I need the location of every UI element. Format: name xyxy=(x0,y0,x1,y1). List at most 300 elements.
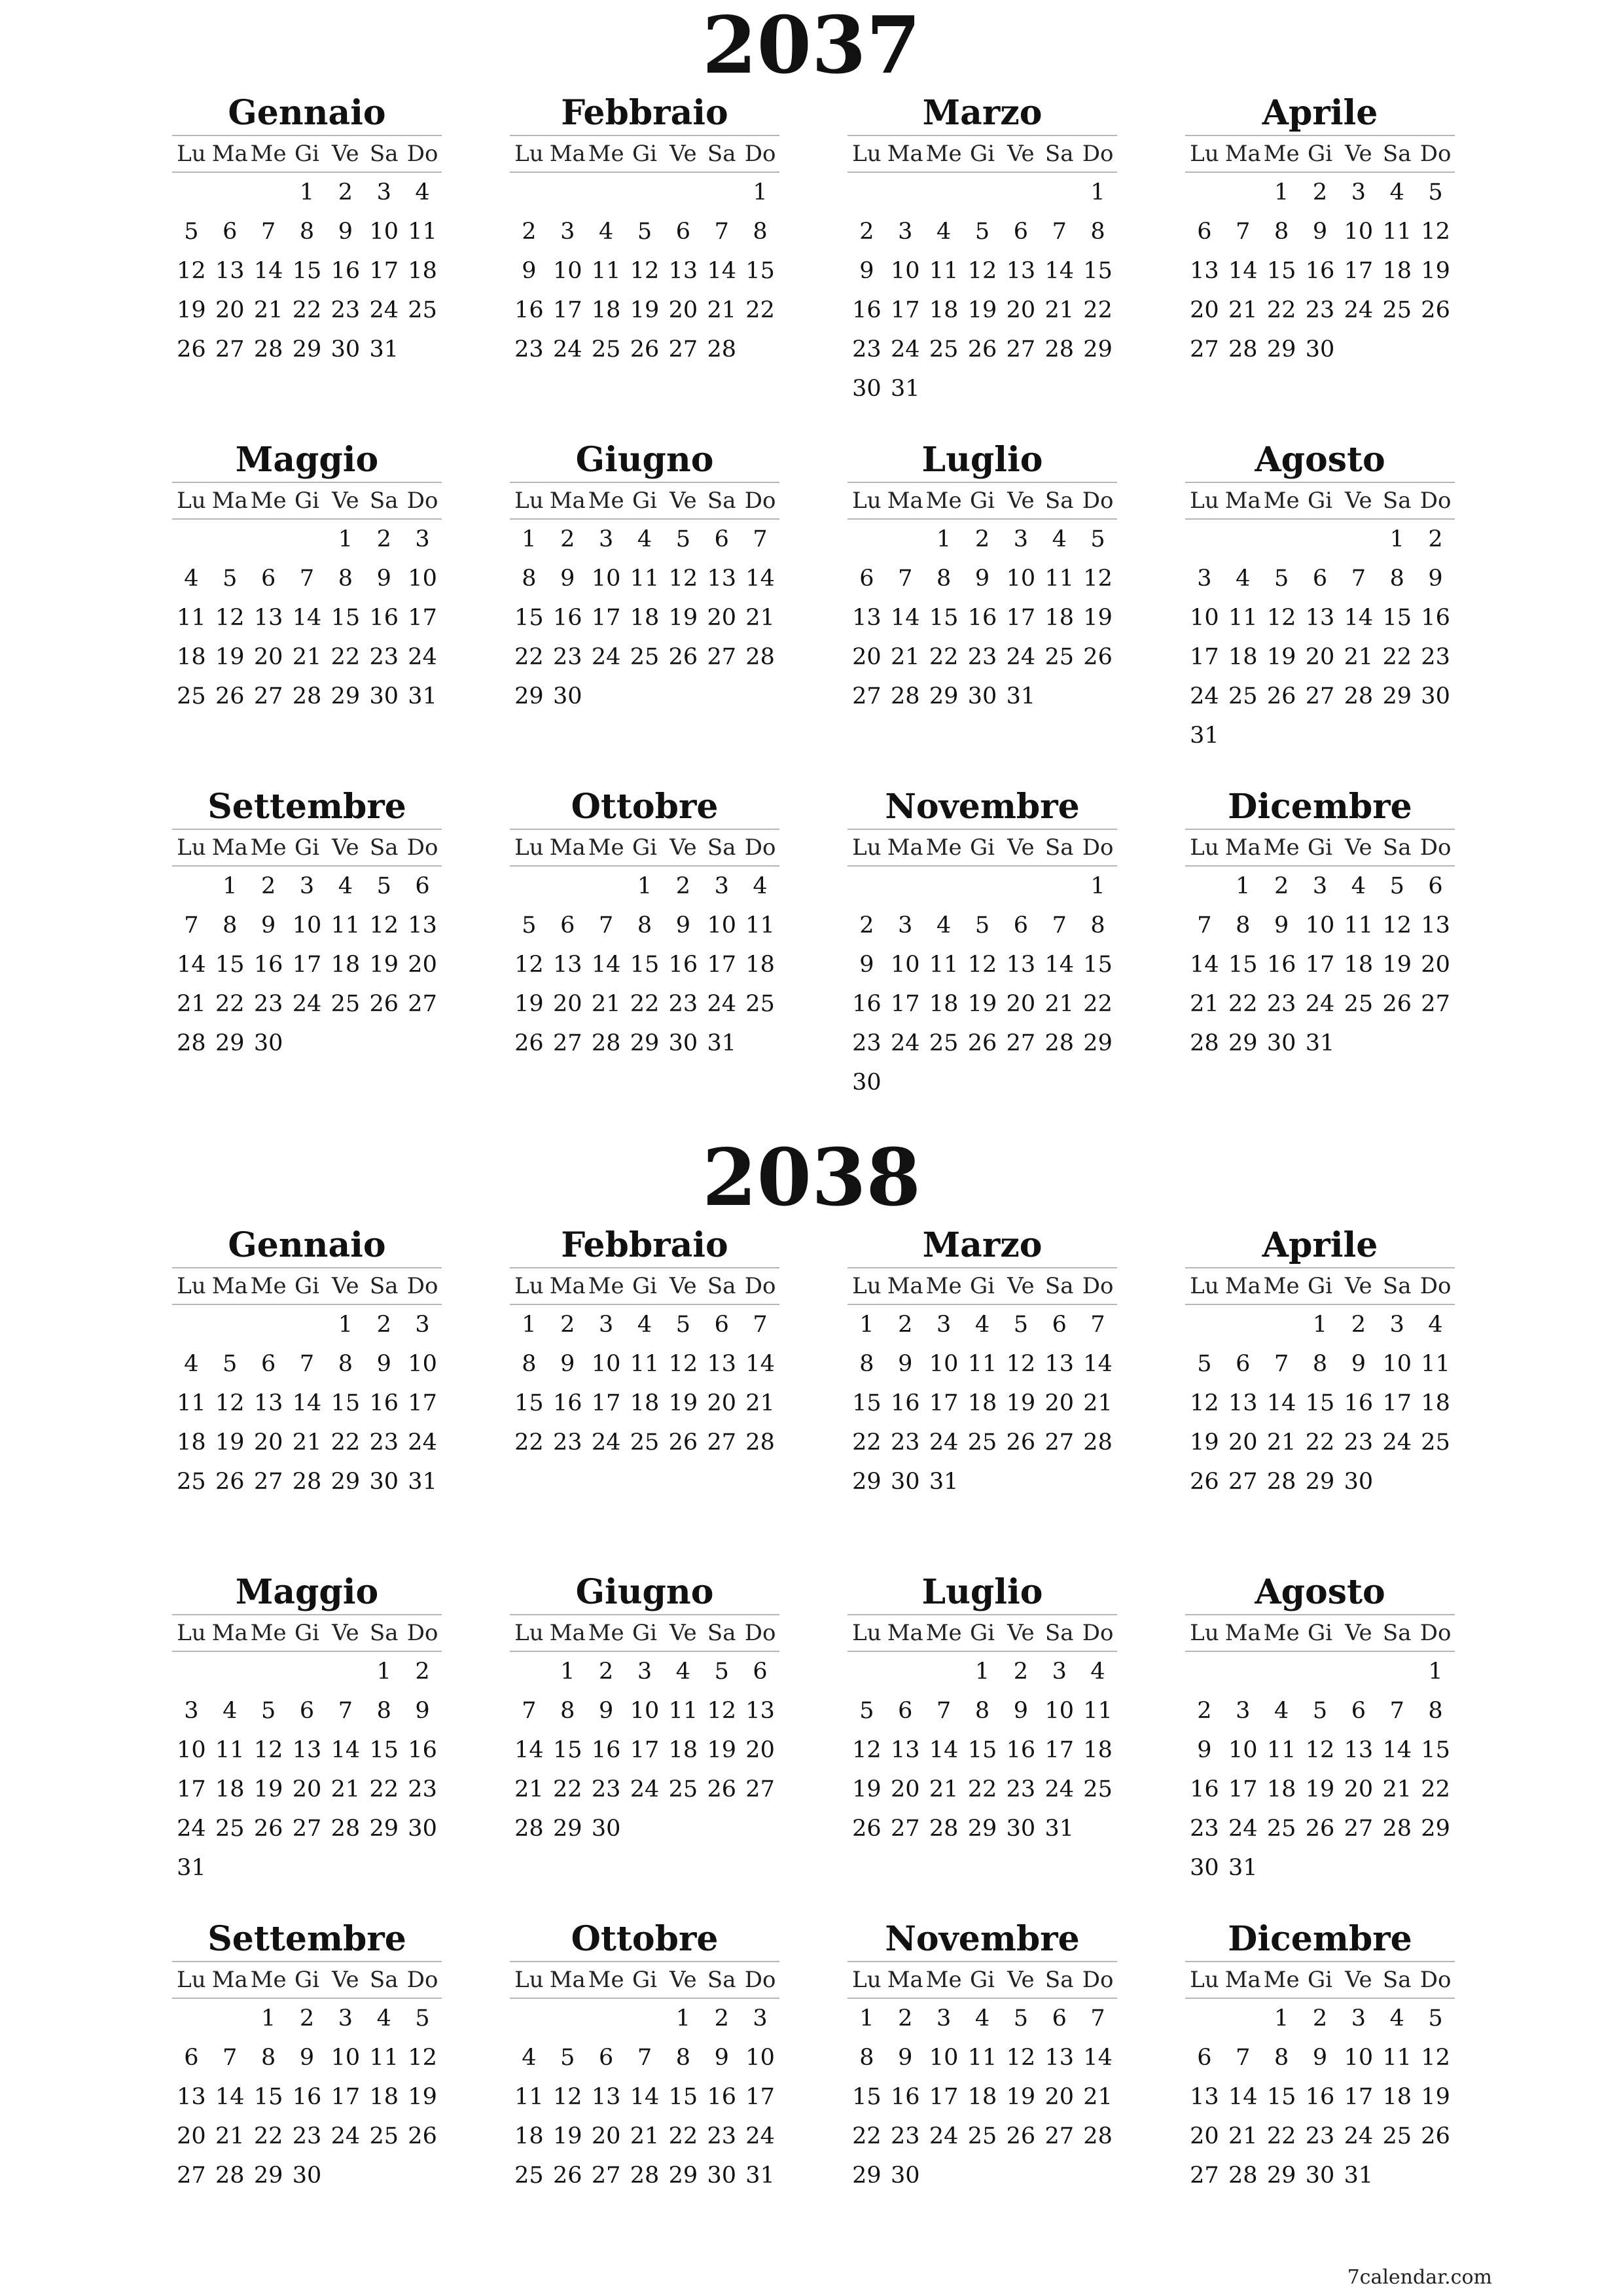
day-cell: 19 xyxy=(1421,258,1450,284)
day-cell: 20 xyxy=(1228,1429,1258,1456)
day-cell: 15 xyxy=(215,952,245,978)
day-cell: 19 xyxy=(1006,1390,1036,1416)
day-cell: 24 xyxy=(745,2123,775,2149)
day-cell: 27 xyxy=(707,1429,736,1456)
day-cell: 31 xyxy=(1190,723,1219,749)
day-cell: 8 xyxy=(936,565,952,592)
day-cell: 20 xyxy=(177,2123,206,2149)
day-cell: 12 xyxy=(967,258,997,284)
day-cell: 12 xyxy=(630,258,660,284)
day-cell: 5 xyxy=(376,873,391,899)
day-cell: 18 xyxy=(967,2084,997,2110)
day-cell: 27 xyxy=(408,991,437,1017)
day-cell: 13 xyxy=(707,565,736,592)
day-cell: 8 xyxy=(338,1351,353,1377)
day-cell: 21 xyxy=(1228,2123,1258,2149)
day-cell: 12 xyxy=(668,565,698,592)
weekday-header: Me xyxy=(1262,830,1301,867)
day-blank xyxy=(510,1999,548,2038)
day-cell: 11 xyxy=(215,1737,245,1763)
month-aprile-2037 xyxy=(1185,92,1455,369)
day-cell: 2 xyxy=(376,1312,391,1338)
day-cell: 2 xyxy=(675,873,690,899)
day-cell: 19 xyxy=(1421,2084,1450,2110)
day-cell: 7 xyxy=(1052,219,1067,245)
day-cell: 13 xyxy=(745,1698,775,1724)
day-cell: 19 xyxy=(967,991,997,1017)
weekday-header: Ve xyxy=(664,830,702,867)
day-cell: 23 xyxy=(1266,991,1296,1017)
day-cell: 13 xyxy=(1190,258,1219,284)
day-cell: 21 xyxy=(1228,297,1258,323)
day-cell: 15 xyxy=(330,1390,361,1416)
day-cell: 5 xyxy=(859,1698,874,1724)
day-grid xyxy=(1185,136,1455,369)
day-blank xyxy=(1224,1305,1262,1344)
weekday-header: Lu xyxy=(847,1962,886,1999)
day-cell: 29 xyxy=(1083,1030,1113,1056)
day-cell: 16 xyxy=(891,1390,920,1416)
day-cell: 8 xyxy=(338,565,353,592)
day-cell: 28 xyxy=(514,1816,544,1842)
day-cell: 9 xyxy=(898,1351,913,1377)
weekday-header: Do xyxy=(403,830,442,867)
day-blank xyxy=(1224,1999,1262,2038)
day-blank xyxy=(172,867,211,906)
day-cell: 16 xyxy=(707,2084,736,2110)
day-cell: 12 xyxy=(553,2084,582,2110)
day-cell: 2 xyxy=(898,2005,913,2032)
day-grid xyxy=(847,1615,1117,1848)
day-cell: 30 xyxy=(707,2162,736,2189)
day-cell: 10 xyxy=(1305,912,1335,939)
weekday-header: Do xyxy=(403,1962,442,1999)
day-cell: 18 xyxy=(929,991,959,1017)
day-cell: 15 xyxy=(369,1737,399,1763)
day-cell: 2 xyxy=(1351,1312,1366,1338)
day-cell: 19 xyxy=(1266,644,1296,670)
day-cell: 4 xyxy=(753,873,768,899)
weekday-header: Sa xyxy=(702,483,741,520)
weekday-header: Gi xyxy=(963,1962,1002,1999)
day-cell: 8 xyxy=(522,1351,537,1377)
weekday-header: Ve xyxy=(326,136,365,173)
weekday-header: Do xyxy=(1079,1962,1117,1999)
day-cell: 26 xyxy=(514,1030,544,1056)
weekday-header: Me xyxy=(1262,483,1301,520)
day-cell: 7 xyxy=(714,219,729,245)
weekday-header: Sa xyxy=(365,1962,403,1999)
day-cell: 26 xyxy=(1382,991,1412,1017)
day-cell: 15 xyxy=(1305,1390,1335,1416)
day-grid xyxy=(847,830,1117,1102)
weekday-header: Sa xyxy=(702,136,741,173)
day-cell: 15 xyxy=(1228,952,1258,978)
day-blank xyxy=(510,1652,548,1691)
day-cell: 28 xyxy=(630,2162,660,2189)
day-cell: 7 xyxy=(898,565,913,592)
weekday-header: Gi xyxy=(1301,1268,1340,1305)
day-cell: 27 xyxy=(253,1469,283,1495)
day-blank xyxy=(1378,1652,1416,1691)
day-cell: 20 xyxy=(1006,297,1036,323)
day-cell: 28 xyxy=(591,1030,621,1056)
weekday-header: Gi xyxy=(288,1962,327,1999)
day-cell: 25 xyxy=(929,1030,959,1056)
day-cell: 6 xyxy=(260,565,276,592)
day-cell: 28 xyxy=(745,1429,775,1456)
day-blank xyxy=(510,173,548,212)
day-cell: 28 xyxy=(1190,1030,1219,1056)
weekday-header: Ma xyxy=(1224,483,1262,520)
day-cell: 14 xyxy=(177,952,206,978)
day-cell: 24 xyxy=(891,1030,920,1056)
day-cell: 4 xyxy=(1052,526,1067,552)
day-cell: 15 xyxy=(514,1390,544,1416)
day-cell: 30 xyxy=(1305,2162,1335,2189)
weekday-header: Ve xyxy=(326,1615,365,1652)
day-cell: 12 xyxy=(1006,1351,1036,1377)
day-cell: 13 xyxy=(292,1737,322,1763)
month-ottobre-2037 xyxy=(510,785,779,1063)
weekday-header: Do xyxy=(403,1268,442,1305)
weekday-header: Me xyxy=(925,1962,963,1999)
day-cell: 23 xyxy=(369,1429,399,1456)
day-cell: 1 xyxy=(1274,179,1289,206)
day-cell: 14 xyxy=(891,605,920,631)
day-cell: 8 xyxy=(1428,1698,1443,1724)
day-cell: 7 xyxy=(522,1698,537,1724)
day-blank xyxy=(326,1652,365,1691)
day-cell: 6 xyxy=(859,565,874,592)
day-blank xyxy=(1301,520,1340,559)
day-cell: 1 xyxy=(522,526,537,552)
day-cell: 20 xyxy=(891,1776,920,1803)
day-cell: 8 xyxy=(522,565,537,592)
weekday-header: Me xyxy=(1262,1268,1301,1305)
day-cell: 5 xyxy=(714,1659,729,1685)
day-cell: 4 xyxy=(637,526,652,552)
day-cell: 22 xyxy=(1382,644,1412,670)
day-cell: 25 xyxy=(177,683,206,709)
day-cell: 2 xyxy=(1312,179,1328,206)
weekday-header: Ve xyxy=(326,830,365,867)
day-cell: 2 xyxy=(974,526,990,552)
day-blank xyxy=(1339,1652,1378,1691)
day-cell: 11 xyxy=(514,2084,544,2110)
day-cell: 16 xyxy=(253,952,283,978)
day-cell: 5 xyxy=(637,219,652,245)
weekday-header: Ma xyxy=(886,136,925,173)
day-cell: 23 xyxy=(330,297,361,323)
day-cell: 9 xyxy=(859,258,874,284)
day-grid xyxy=(172,1962,442,2195)
day-cell: 25 xyxy=(1382,2123,1412,2149)
day-cell: 24 xyxy=(591,644,621,670)
day-cell: 28 xyxy=(253,336,283,363)
day-blank xyxy=(510,867,548,906)
day-cell: 19 xyxy=(1083,605,1113,631)
day-cell: 30 xyxy=(369,683,399,709)
day-cell: 6 xyxy=(223,219,238,245)
day-grid xyxy=(1185,1615,1455,1888)
day-cell: 17 xyxy=(553,297,582,323)
day-cell: 2 xyxy=(1197,1698,1212,1724)
day-cell: 31 xyxy=(1305,1030,1335,1056)
day-cell: 14 xyxy=(1228,2084,1258,2110)
day-cell: 29 xyxy=(668,2162,698,2189)
day-cell: 3 xyxy=(338,2005,353,2032)
day-blank xyxy=(587,867,626,906)
day-cell: 11 xyxy=(630,1351,660,1377)
day-cell: 25 xyxy=(408,297,437,323)
day-cell: 11 xyxy=(630,565,660,592)
day-cell: 1 xyxy=(223,873,238,899)
day-cell: 2 xyxy=(898,1312,913,1338)
day-cell: 22 xyxy=(668,2123,698,2149)
weekday-header: Me xyxy=(249,483,288,520)
day-blank xyxy=(1262,520,1301,559)
day-cell: 20 xyxy=(553,991,582,1017)
day-cell: 17 xyxy=(891,991,920,1017)
weekday-header: Sa xyxy=(365,1615,403,1652)
day-cell: 28 xyxy=(1344,683,1374,709)
day-cell: 24 xyxy=(408,1429,437,1456)
weekday-header: Sa xyxy=(1040,1962,1079,1999)
day-cell: 2 xyxy=(338,179,353,206)
weekday-header: Gi xyxy=(1301,136,1340,173)
weekday-header: Gi xyxy=(288,830,327,867)
day-cell: 13 xyxy=(1006,258,1036,284)
day-cell: 2 xyxy=(260,873,276,899)
day-cell: 3 xyxy=(1052,1659,1067,1685)
day-cell: 7 xyxy=(1090,2005,1105,2032)
weekday-header: Sa xyxy=(702,1962,741,1999)
day-cell: 4 xyxy=(1090,1659,1105,1685)
weekday-header: Ma xyxy=(886,1962,925,1999)
day-grid xyxy=(510,1268,779,1462)
weekday-header: Do xyxy=(403,483,442,520)
day-cell: 24 xyxy=(591,1429,621,1456)
day-cell: 28 xyxy=(929,1816,959,1842)
weekday-header: Sa xyxy=(702,1268,741,1305)
day-cell: 20 xyxy=(253,644,283,670)
day-cell: 4 xyxy=(184,565,199,592)
day-cell: 18 xyxy=(1382,2084,1412,2110)
day-cell: 3 xyxy=(598,526,614,552)
day-cell: 30 xyxy=(369,1469,399,1495)
day-cell: 15 xyxy=(630,952,660,978)
day-cell: 18 xyxy=(1382,258,1412,284)
day-cell: 25 xyxy=(1421,1429,1450,1456)
weekday-header: Me xyxy=(249,830,288,867)
day-cell: 21 xyxy=(1344,644,1374,670)
day-cell: 21 xyxy=(707,297,736,323)
day-cell: 23 xyxy=(852,336,882,363)
day-cell: 24 xyxy=(1344,2123,1374,2149)
weekday-header: Ma xyxy=(548,1615,587,1652)
day-blank xyxy=(249,520,288,559)
day-cell: 18 xyxy=(330,952,361,978)
day-blank xyxy=(847,520,886,559)
day-cell: 20 xyxy=(1006,991,1036,1017)
day-cell: 30 xyxy=(967,683,997,709)
day-blank xyxy=(1339,520,1378,559)
day-cell: 29 xyxy=(1382,683,1412,709)
day-cell: 18 xyxy=(1044,605,1074,631)
day-cell: 4 xyxy=(1351,873,1366,899)
day-cell: 1 xyxy=(637,873,652,899)
weekday-header: Ve xyxy=(664,1268,702,1305)
day-cell: 29 xyxy=(1083,336,1113,363)
day-cell: 19 xyxy=(1190,1429,1219,1456)
day-cell: 3 xyxy=(1312,873,1328,899)
weekday-header: Lu xyxy=(172,136,211,173)
day-cell: 27 xyxy=(591,2162,621,2189)
weekday-header: Ma xyxy=(548,136,587,173)
day-cell: 22 xyxy=(330,644,361,670)
day-cell: 9 xyxy=(1351,1351,1366,1377)
day-cell: 15 xyxy=(745,258,775,284)
day-cell: 5 xyxy=(1013,2005,1028,2032)
day-cell: 23 xyxy=(891,2123,920,2149)
day-cell: 27 xyxy=(1421,991,1450,1017)
day-cell: 21 xyxy=(177,991,206,1017)
day-cell: 18 xyxy=(408,258,437,284)
day-cell: 5 xyxy=(1312,1698,1328,1724)
day-cell: 24 xyxy=(929,2123,959,2149)
day-cell: 8 xyxy=(1389,565,1404,592)
day-cell: 29 xyxy=(1305,1469,1335,1495)
day-cell: 29 xyxy=(852,2162,882,2189)
day-grid xyxy=(510,830,779,1063)
weekday-header: Lu xyxy=(510,1615,548,1652)
day-cell: 10 xyxy=(1344,219,1374,245)
weekday-header: Lu xyxy=(172,830,211,867)
day-cell: 15 xyxy=(668,2084,698,2110)
month-dicembre-2037 xyxy=(1185,785,1455,1063)
day-cell: 11 xyxy=(1382,219,1412,245)
day-cell: 1 xyxy=(859,1312,874,1338)
weekday-header: Gi xyxy=(626,1615,664,1652)
day-cell: 2 xyxy=(1274,873,1289,899)
day-cell: 6 xyxy=(1013,219,1028,245)
weekday-header: Ma xyxy=(1224,1615,1262,1652)
day-cell: 18 xyxy=(1266,1776,1296,1803)
day-cell: 28 xyxy=(292,683,322,709)
day-cell: 10 xyxy=(408,565,437,592)
day-cell: 3 xyxy=(598,1312,614,1338)
weekday-header: Gi xyxy=(1301,1615,1340,1652)
month-name: Ottobre xyxy=(571,1919,719,1959)
weekday-header: Ve xyxy=(664,1962,702,1999)
day-cell: 26 xyxy=(668,1429,698,1456)
day-cell: 16 xyxy=(292,2084,322,2110)
weekday-header: Ma xyxy=(211,1962,249,1999)
day-cell: 10 xyxy=(929,1351,959,1377)
day-cell: 28 xyxy=(745,644,775,670)
day-cell: 4 xyxy=(936,219,952,245)
day-cell: 26 xyxy=(1421,2123,1450,2149)
month-name: Settembre xyxy=(207,787,406,827)
day-cell: 19 xyxy=(514,991,544,1017)
day-cell: 26 xyxy=(707,1776,736,1803)
day-cell: 31 xyxy=(891,376,920,402)
day-cell: 8 xyxy=(223,912,238,939)
day-cell: 8 xyxy=(1274,219,1289,245)
day-cell: 19 xyxy=(668,1390,698,1416)
month-luglio-2038 xyxy=(847,1571,1117,1848)
day-cell: 12 xyxy=(408,2045,437,2071)
day-cell: 7 xyxy=(299,1351,315,1377)
day-cell: 26 xyxy=(253,1816,283,1842)
day-blank xyxy=(548,1999,587,2038)
month-giugno-2037 xyxy=(510,439,779,716)
day-cell: 26 xyxy=(408,2123,437,2149)
day-cell: 23 xyxy=(1006,1776,1036,1803)
day-cell: 16 xyxy=(1305,258,1335,284)
day-cell: 24 xyxy=(1382,1429,1412,1456)
month-febbraio-2038 xyxy=(510,1224,779,1462)
weekday-header: Me xyxy=(1262,1615,1301,1652)
weekday-header: Gi xyxy=(963,1268,1002,1305)
day-cell: 13 xyxy=(253,605,283,631)
day-blank xyxy=(1185,1305,1224,1344)
day-cell: 25 xyxy=(630,1429,660,1456)
day-cell: 12 xyxy=(1421,219,1450,245)
day-cell: 28 xyxy=(1083,2123,1113,2149)
day-blank xyxy=(664,173,702,212)
day-cell: 22 xyxy=(1083,297,1113,323)
day-cell: 10 xyxy=(292,912,322,939)
day-grid xyxy=(847,1268,1117,1501)
day-cell: 19 xyxy=(1305,1776,1335,1803)
day-cell: 29 xyxy=(929,683,959,709)
day-cell: 25 xyxy=(215,1816,245,1842)
day-cell: 25 xyxy=(929,336,959,363)
weekday-header: Do xyxy=(741,1962,779,1999)
weekday-header: Do xyxy=(1079,1268,1117,1305)
day-cell: 11 xyxy=(1044,565,1074,592)
month-settembre-2038 xyxy=(172,1918,442,2195)
day-cell: 7 xyxy=(936,1698,952,1724)
day-cell: 22 xyxy=(514,1429,544,1456)
weekday-header: Me xyxy=(249,1615,288,1652)
day-cell: 26 xyxy=(215,1469,245,1495)
day-cell: 5 xyxy=(675,1312,690,1338)
day-cell: 14 xyxy=(330,1737,361,1763)
day-cell: 22 xyxy=(330,1429,361,1456)
day-cell: 19 xyxy=(215,1429,245,1456)
weekday-header: Sa xyxy=(1378,1268,1416,1305)
day-cell: 14 xyxy=(707,258,736,284)
day-cell: 23 xyxy=(1421,644,1450,670)
day-cell: 30 xyxy=(668,1030,698,1056)
day-cell: 23 xyxy=(1305,297,1335,323)
weekday-header: Gi xyxy=(1301,830,1340,867)
day-cell: 21 xyxy=(591,991,621,1017)
weekday-header: Ma xyxy=(886,830,925,867)
day-blank xyxy=(1224,1652,1262,1691)
day-cell: 20 xyxy=(1044,2084,1074,2110)
day-cell: 13 xyxy=(1421,912,1450,939)
weekday-header: Me xyxy=(587,830,626,867)
day-cell: 21 xyxy=(1044,297,1074,323)
day-cell: 16 xyxy=(553,1390,582,1416)
weekday-header: Gi xyxy=(963,136,1002,173)
day-cell: 19 xyxy=(630,297,660,323)
weekday-header: Do xyxy=(1416,136,1455,173)
